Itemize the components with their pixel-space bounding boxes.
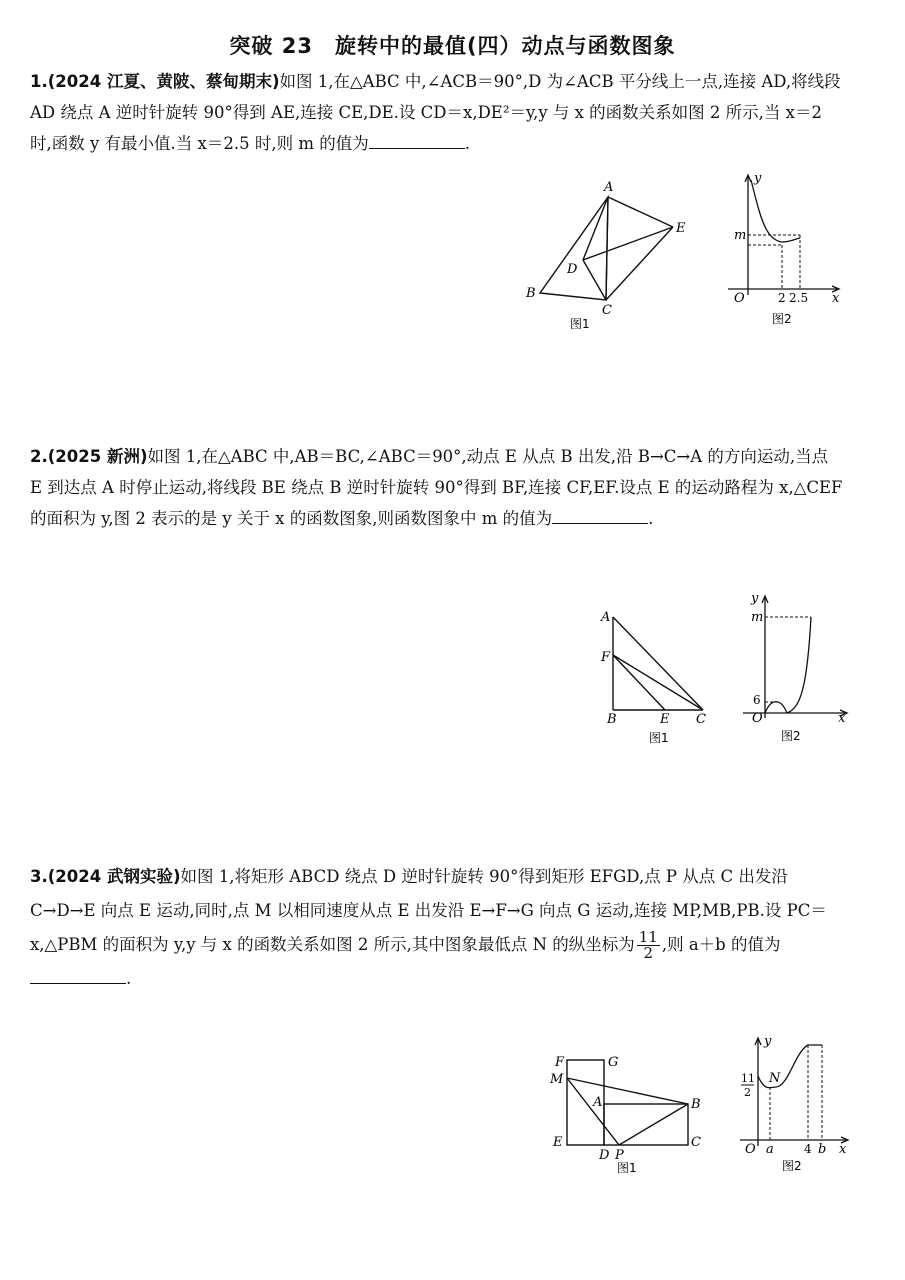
- figure-caption: 图1: [649, 731, 669, 745]
- label-P: P: [615, 1148, 624, 1163]
- label-E: E: [660, 712, 670, 727]
- question-text: 如图 1,将矩形 ABCD 绕点 D 逆时针旋转 90°得到矩形 EFGD,点 P 从点 C 出发沿 C→D→E 向点 E 运动,同时,点 M 以相同速度从点 E 出发沿 E→F→G 向点 G 运动,连接 MP,MB,PB.设 PC＝x,△PBM 的面积为 y,y 与 x 的函数关系如图 2 所示,其中图象最低点 N 的纵坐标为: [30, 867, 827, 954]
- axis-x-label: x: [838, 711, 846, 726]
- q2-figure-2: [735, 590, 855, 750]
- question-1: 1.(2024 江夏、黄陂、蔡甸期末)如图 1,在△ABC 中,∠ACB＝90°,D 为∠ACB 平分线上一点,连接 AD,将线段 AD 绕点 A 逆时针旋转 90°得到 AE,连接 CE,DE.设 CD＝x,DE²＝y,y 与 x 的函数关系如图 2 所示,当 x＝2 时,函数 y 有最小值.当 x＝2.5 时,则 m 的值为 .: [30, 72, 841, 153]
- question-source: (2024 武钢实验): [47, 867, 181, 886]
- label-D: D: [599, 1148, 610, 1163]
- frac-11: 11: [741, 1072, 755, 1085]
- question-number: 1.: [30, 72, 48, 91]
- figure-caption: 图1: [617, 1161, 637, 1175]
- page-title: 突破 23 旋转中的最值(四）动点与函数图象: [229, 34, 676, 58]
- q1-figure-1: [520, 175, 700, 335]
- frac-2: 2: [744, 1086, 751, 1099]
- m-label: m: [751, 610, 764, 625]
- tick-a: a: [766, 1142, 774, 1157]
- question-source: (2024 江夏、黄陂、蔡甸期末): [47, 72, 280, 91]
- origin-label: O: [745, 1142, 756, 1157]
- tick-2: 2: [778, 291, 786, 305]
- axis-y-label: y: [754, 171, 762, 186]
- question-source: (2025 新洲): [47, 447, 148, 466]
- tick-2-5: 2.5: [789, 291, 809, 305]
- label-A: A: [601, 610, 611, 625]
- label-F: F: [555, 1055, 565, 1070]
- q2-figure-1: [595, 605, 725, 750]
- label-C: C: [691, 1135, 701, 1150]
- question-text: 如图 1,在△ABC 中,AB＝BC,∠ABC＝90°,动点 E 从点 B 出发,沿 B→C→A 的方向运动,当点 E 到达点 A 时停止运动,将线段 BE 绕点 B 逆时针旋转 90°得到 BF,连接 CF,EF.设点 E 的运动路程为 x,△CEF 的面积为 y,图 2 表示的是 y 关于 x 的函数图象,则函数图象中 m 的值为: [30, 447, 843, 528]
- answer-blank[interactable]: [369, 147, 465, 149]
- axis-x-label: x: [832, 291, 840, 306]
- question-number: 2.: [30, 447, 48, 466]
- figure-caption: 图2: [782, 1159, 802, 1173]
- fraction: $\frac{11}{2}$: [638, 928, 658, 962]
- question-text: 如图 1,在△ABC 中,∠ACB＝90°,D 为∠ACB 平分线上一点,连接 AD,将线段 AD 绕点 A 逆时针旋转 90°得到 AE,连接 CE,DE.设 CD＝x,DE²＝y,y 与 x 的函数关系如图 2 所示,当 x＝2 时,函数 y 有最小值.当 x＝2.5 时,则 m 的值为: [30, 72, 841, 153]
- N-label: N: [769, 1071, 781, 1086]
- label-M: M: [550, 1072, 564, 1087]
- axis-y-label: y: [764, 1034, 772, 1049]
- figure-caption: 图2: [781, 729, 801, 743]
- label-C: C: [602, 303, 612, 318]
- question-number: 3.: [30, 867, 48, 886]
- label-C: C: [696, 712, 706, 727]
- label-A: A: [593, 1095, 603, 1110]
- q3-figure-2: [730, 1032, 855, 1177]
- tick-6: 6: [753, 693, 761, 707]
- m-label: m: [734, 228, 747, 243]
- label-E: E: [553, 1135, 563, 1150]
- axis-y-label: y: [751, 591, 759, 606]
- origin-label: O: [752, 711, 763, 726]
- label-B: B: [607, 712, 617, 727]
- label-B: B: [691, 1097, 701, 1112]
- label-F: F: [601, 650, 611, 665]
- label-G: G: [608, 1055, 619, 1070]
- q1-figure-2: [720, 170, 850, 335]
- label-E: E: [676, 221, 686, 236]
- figure-caption: 图1: [570, 317, 590, 331]
- answer-blank[interactable]: [552, 522, 648, 524]
- question-2: 2.(2025 新洲)如图 1,在△ABC 中,AB＝BC,∠ABC＝90°,动点 E 从点 B 出发,沿 B→C→A 的方向运动,当点 E 到达点 A 时停止运动,将线段 BE 绕点 B 逆时针旋转 90°得到 BF,连接 CF,EF.设点 E 的运动路程为 x,△CEF 的面积为 y,图 2 表示的是 y 关于 x 的函数图象,则函数图象中 m 的值为 .: [30, 447, 843, 528]
- label-B: B: [526, 286, 536, 301]
- answer-blank[interactable]: [30, 982, 126, 984]
- q3-figure-1: [545, 1050, 715, 1180]
- origin-label: O: [734, 291, 745, 306]
- question-3: 3.(2024 武钢实验)如图 1,将矩形 ABCD 绕点 D 逆时针旋转 90°得到矩形 EFGD,点 P 从点 C 出发沿 C→D→E 向点 E 运动,同时,点 M 以相同速度从点 E 出发沿 E→F→G 向点 G 运动,连接 MP,MB,PB.设 PC＝x,△PBM 的面积为 y,y 与 x 的函数关系如图 2 所示,其中图象最低点 N 的纵坐标为 $\frac{11}{2}$ ,则 a＋b 的值为.: [30, 867, 827, 988]
- figure-caption: 图2: [772, 312, 792, 326]
- label-D: D: [567, 262, 578, 277]
- tick-b: b: [818, 1142, 827, 1157]
- tick-4: 4: [804, 1142, 812, 1156]
- axis-x-label: x: [839, 1142, 847, 1157]
- label-A: A: [604, 180, 614, 195]
